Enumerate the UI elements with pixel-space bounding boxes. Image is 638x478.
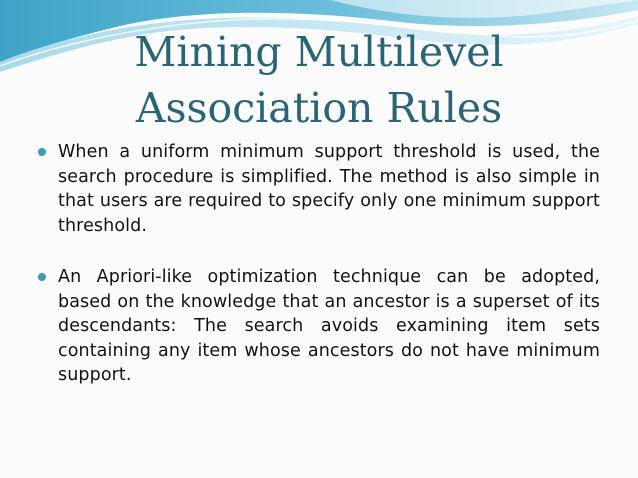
bullet-item	[38, 140, 600, 238]
bullet-list	[38, 140, 600, 388]
bullet-text: An Apriori-like optimization technique can be adopted, based on the knowledge that an ancestor is a superset of its descendants: The search avoids examining item sets containing any item whose ancestors do not have minimum support.	[58, 267, 600, 385]
bullet-marker-icon	[38, 148, 46, 156]
slide-title-line-1: Mining Multilevel	[134, 28, 504, 76]
bullet-item	[38, 265, 600, 388]
slide-title-line-2: Association Rules	[135, 84, 503, 132]
bullet-text: When a uniform minimum support threshold is used, the search procedure is simplified. The method is also simple in that users are required to specify only one minimum support threshold.	[58, 142, 600, 236]
slide-title	[0, 26, 638, 134]
bullet-marker-icon	[38, 273, 46, 281]
